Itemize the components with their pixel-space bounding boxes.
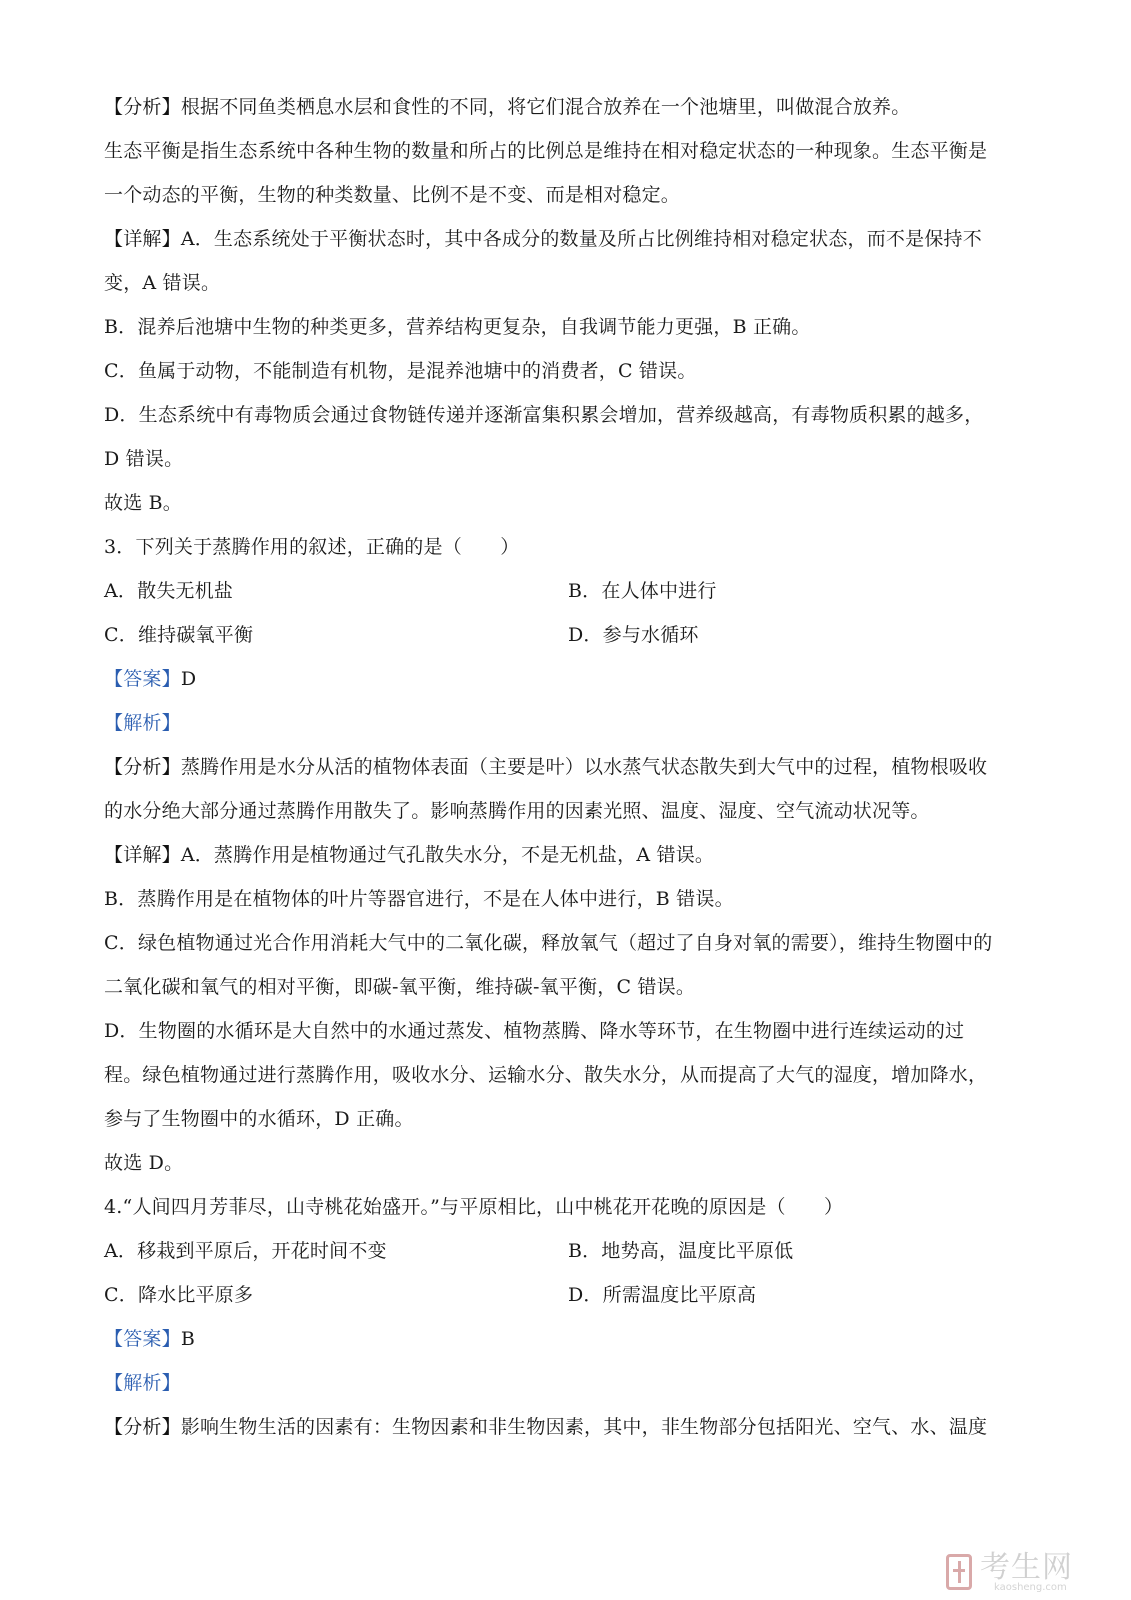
watermark-brand: 考生网 bbox=[980, 1550, 1073, 1585]
text-line: B．蒸腾作用是在植物体的叶片等器官进行，不是在人体中进行，B 错误。 bbox=[104, 888, 734, 910]
text-line: 的水分绝大部分通过蒸腾作用散失了。影响蒸腾作用的因素光照、温度、湿度、空气流动状况等。 bbox=[104, 800, 930, 822]
text-line: 【分析】影响生物生活的因素有：生物因素和非生物因素，其中，非生物部分包括阳光、空气、水、温度 bbox=[104, 1416, 988, 1438]
question-3-stem: 3．下列关于蒸腾作用的叙述，正确的是（ ） bbox=[104, 536, 520, 558]
q4-option-d: D．所需温度比平原高 bbox=[568, 1284, 757, 1306]
text-line: D．生态系统中有毒物质会通过食物链传递并逐渐富集积累会增加，营养级越高，有毒物质积累的越多， bbox=[104, 404, 984, 426]
q4-jiexi-heading: 【解析】 bbox=[104, 1372, 181, 1394]
q3-option-a: A．散失无机盐 bbox=[104, 580, 234, 602]
text-line: C．绿色植物通过光合作用消耗大气中的二氧化碳，释放氧气（超过了自身对氧的需要），维持生物圈中的 bbox=[104, 932, 993, 954]
text-line: 二氧化碳和氧气的相对平衡，即碳-氧平衡，维持碳-氧平衡，C 错误。 bbox=[104, 976, 696, 998]
text-line: C．鱼属于动物，不能制造有机物，是混养池塘中的消费者，C 错误。 bbox=[104, 360, 697, 382]
text-line: D 错误。 bbox=[104, 448, 184, 470]
q3-answer: 【答案】D bbox=[104, 668, 197, 690]
text-line: 故选 B。 bbox=[104, 492, 183, 514]
text-line: 【分析】蒸腾作用是水分从活的植物体表面（主要是叶）以水蒸气状态散失到大气中的过程，植物根吸收 bbox=[104, 756, 988, 778]
q3-option-d: D．参与水循环 bbox=[568, 624, 699, 646]
q4-option-c: C．降水比平原多 bbox=[104, 1284, 254, 1306]
q3-option-b: B．在人体中进行 bbox=[568, 580, 717, 602]
text-line: 一个动态的平衡，生物的种类数量、比例不是不变、而是相对稳定。 bbox=[104, 184, 681, 206]
text-line: 程。绿色植物通过进行蒸腾作用，吸收水分、运输水分、散失水分，从而提高了大气的湿度，增加降水， bbox=[104, 1064, 988, 1086]
watermark bbox=[946, 1552, 1126, 1596]
text-line: 【分析】根据不同鱼类栖息水层和食性的不同，将它们混合放养在一个池塘里，叫做混合放养。 bbox=[104, 96, 911, 118]
text-line: 【详解】A．生态系统处于平衡状态时，其中各成分的数量及所占比例维持相对稳定状态，而不是保持不 bbox=[104, 228, 982, 250]
watermark-url: kaosheng.com bbox=[994, 1582, 1067, 1593]
text-line: D．生物圈的水循环是大自然中的水通过蒸发、植物蒸腾、降水等环节，在生物圈中进行连续运动的过 bbox=[104, 1020, 965, 1042]
text-line: 故选 D。 bbox=[104, 1152, 184, 1174]
text-line: 生态平衡是指生态系统中各种生物的数量和所占的比例总是维持在相对稳定状态的一种现象。生态平衡是 bbox=[104, 140, 988, 162]
q3-option-c: C．维持碳氧平衡 bbox=[104, 624, 254, 646]
text-line: 参与了生物圈中的水循环，D 正确。 bbox=[104, 1108, 414, 1130]
q3-jiexi-heading: 【解析】 bbox=[104, 712, 181, 734]
q4-option-b: B．地势高，温度比平原低 bbox=[568, 1240, 794, 1262]
text-line: 变，A 错误。 bbox=[104, 272, 221, 294]
text-line: 【详解】A．蒸腾作用是植物通过气孔散失水分，不是无机盐，A 错误。 bbox=[104, 844, 715, 866]
q4-answer: 【答案】B bbox=[104, 1328, 195, 1350]
brand-logo-icon bbox=[946, 1554, 972, 1590]
q4-option-a: A．移栽到平原后，开花时间不变 bbox=[104, 1240, 387, 1262]
text-line: B．混养后池塘中生物的种类更多，营养结构更复杂，自我调节能力更强，B 正确。 bbox=[104, 316, 811, 338]
question-4-stem: 4.“人间四月芳菲尽，山寺桃花始盛开。”与平原相比，山中桃花开花晚的原因是（ ） bbox=[104, 1196, 844, 1218]
